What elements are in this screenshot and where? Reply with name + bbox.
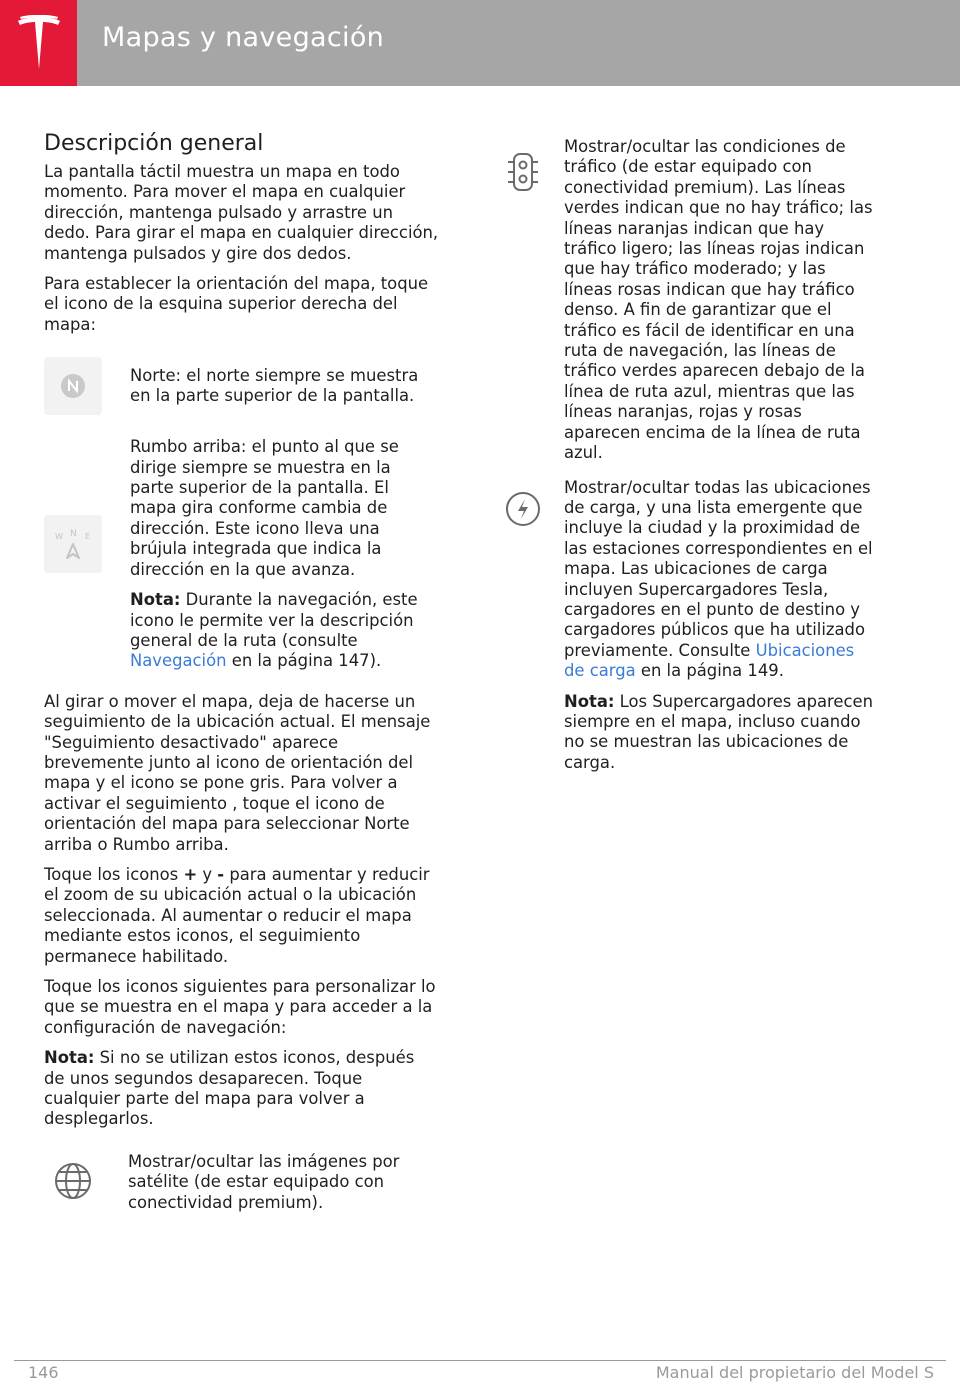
traffic-description: Mostrar/ocultar las condiciones de tráfico (de estar equipado con conectividad premium). Las líneas verdes indican que no hay tráfico; las líneas naranjas indican que hay tráfico ligero; las líneas rojas indican que hay tráfico moderado; y las líneas rosas indican que hay tráfico denso. A fin de garantizar que el tráfico es fácil de identificar en una ruta de navegación, las líneas de tráfico verdes aparecen debajo de la línea de ruta azul, mientras que las líneas naranjas, rojas y rosas aparecen encima de la línea de ruta azul.	[564, 137, 873, 463]
tracking-paragraph: Al girar o mover el mapa, deja de hacerse un seguimiento de la ubicación actual. El mensaje "Seguimiento desactivado" aparece brevemente junto al icono de orientación del mapa y el icono se pone gris. Para volver a activar el seguimiento , toque el icono de orientación del mapa para seleccionar Norte arriba o Rumbo arriba.	[44, 691, 431, 854]
page-number: 146	[28, 1363, 59, 1382]
charging-row	[494, 478, 874, 774]
plus-symbol: +	[183, 864, 198, 884]
manual-title: Manual del propietario del Model S	[655, 1363, 934, 1382]
charging-locations-link[interactable]: Ubicaciones de carga	[564, 640, 855, 681]
auto-hide-note: Nota: Si no se utilizan estos iconos, después de unos segundos desaparecen. Toque cualquier parte del mapa para volver a desplegarlos.	[44, 1048, 415, 1129]
supercharger-note: Nota: Los Supercargadores aparecen siempre en el mapa, incluso cuando no se muestran las ubicaciones de carga.	[564, 691, 873, 772]
charging-bolt-icon	[494, 480, 552, 538]
heading-up-row	[44, 437, 439, 671]
footer-divider	[14, 1360, 946, 1361]
zoom-paragraph: Toque los iconos + y - para aumentar y reducir el zoom de su ubicación actual o la ubicación seleccionada. Al aumentar o reducir el mapa mediante estos iconos, el seguimiento permanece habilitado.	[44, 864, 430, 966]
note-label: Nota:	[564, 691, 615, 711]
orientation-paragraph: Para establecer la orientación del mapa, toque el icono de la esquina superior derecha del mapa:	[44, 274, 429, 334]
heading-up-compass-icon	[44, 515, 102, 573]
intro-paragraph: La pantalla táctil muestra un mapa en todo momento. Para mover el mapa en cualquier dirección, mantenga pulsado y arrastre un dedo. Para girar el mapa en cualquier dirección, mantenga pulsados y gire dos dedos.	[44, 162, 439, 263]
note-label: Nota:	[130, 590, 181, 610]
navigation-note: Nota: Durante la navegación, este icono le permite ver la descripción general de la ruta (consulte Navegación en la página 147).	[130, 590, 418, 671]
tesla-logo-icon	[16, 15, 62, 71]
svg-text:W: W	[55, 532, 63, 542]
left-column	[44, 130, 439, 1213]
note-label: Nota:	[44, 1048, 95, 1068]
svg-text:N: N	[70, 529, 77, 540]
heading-up-description: Rumbo arriba: el punto al que se dirige siempre se muestra en la parte superior de la pantalla. El mapa gira conforme cambia de dirección. Este icono lleva una brújula integrada que indica la dirección en la que avanza.	[130, 437, 399, 579]
north-up-row	[44, 357, 439, 415]
traffic-light-icon	[494, 143, 552, 201]
north-up-description: Norte: el norte siempre se muestra en la parte superior de la pantalla.	[130, 365, 419, 406]
satellite-description: Mostrar/ocultar las imágenes por satélite (de estar equipado con conectividad premium).	[128, 1151, 400, 1212]
traffic-row	[494, 137, 874, 464]
customize-paragraph: Toque los iconos siguientes para personalizar lo que se muestra en el mapa y para acceder a la configuración de navegación:	[44, 977, 436, 1037]
navigation-link[interactable]: Navegación	[130, 651, 227, 671]
charging-description: Mostrar/ocultar todas las ubicaciones de carga, y una lista emergente que incluye la ciudad y la proximidad de las estaciones correspondientes en el mapa. Las ubicaciones de carga incluyen Supercargadores Tesla, cargadores en el punto de destino y cargadores públicos que ha utilizado previamente. Consulte Ubicaciones de carga en la página 149.	[564, 477, 873, 681]
svg-text:E: E	[85, 532, 91, 542]
section-heading: Descripción general	[44, 131, 264, 156]
page-header	[0, 0, 960, 86]
globe-icon	[44, 1152, 102, 1210]
right-column	[494, 137, 874, 773]
satellite-row	[44, 1152, 439, 1213]
minus-symbol: -	[217, 864, 225, 884]
tesla-logo	[0, 0, 77, 86]
north-up-icon	[44, 357, 102, 415]
page-title: Mapas y navegación	[102, 22, 385, 53]
